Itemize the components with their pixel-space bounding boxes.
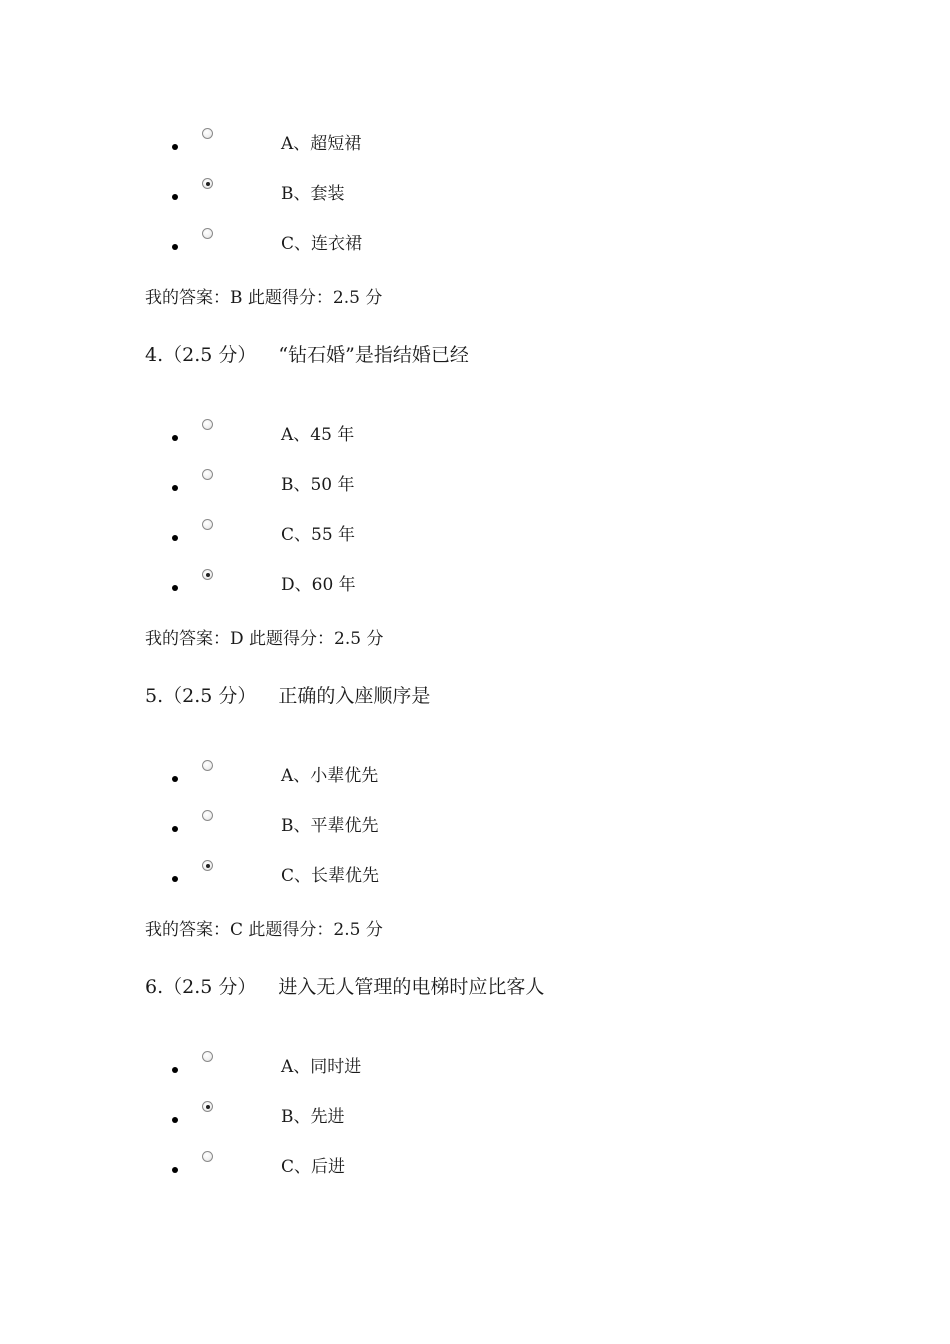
q5-title [145, 684, 430, 708]
radio-button[interactable] [202, 228, 213, 239]
radio-button[interactable] [202, 1051, 213, 1062]
q6-title [145, 975, 544, 999]
q5-answer: 我的答案：C 此题得分：2.5 分 [145, 920, 383, 940]
radio-button[interactable] [202, 469, 213, 480]
q5-option-a[interactable] [0, 760, 950, 790]
radio-button-selected[interactable] [202, 1101, 213, 1112]
bullet [172, 144, 178, 150]
bullet [172, 876, 178, 882]
option-label: C、55 年 [281, 525, 356, 545]
q6-option-b[interactable] [0, 1101, 950, 1131]
bullet [172, 826, 178, 832]
radio-button[interactable] [202, 760, 213, 771]
radio-button[interactable] [202, 419, 213, 430]
q4-title [145, 343, 469, 367]
q4-option-a[interactable] [0, 419, 950, 449]
q6-option-c[interactable] [0, 1151, 950, 1181]
option-label: C、连衣裙 [281, 234, 363, 254]
bullet [172, 485, 178, 491]
q3-answer: 我的答案：B 此题得分：2.5 分 [145, 288, 383, 308]
bullet [172, 585, 178, 591]
radio-button-selected[interactable] [202, 569, 213, 580]
option-label: B、套装 [281, 184, 345, 204]
option-label: B、先进 [281, 1107, 345, 1127]
bullet [172, 1067, 178, 1073]
bullet [172, 535, 178, 541]
q5-option-b[interactable] [0, 810, 950, 840]
option-label: C、后进 [281, 1157, 346, 1177]
option-label: B、平辈优先 [281, 816, 379, 836]
q4-answer: 我的答案：D 此题得分：2.5 分 [145, 629, 384, 649]
question-text: “钻石婚”是指结婚已经 [278, 344, 469, 366]
option-label: B、50 年 [281, 475, 355, 495]
radio-button-selected[interactable] [202, 860, 213, 871]
q4-option-d[interactable] [0, 569, 950, 599]
q4-option-c[interactable] [0, 519, 950, 549]
question-number: 5.（2.5 分） [145, 685, 257, 707]
q3-option-c[interactable] [0, 228, 950, 258]
question-number: 6.（2.5 分） [145, 976, 257, 998]
option-label: A、45 年 [281, 425, 355, 445]
bullet [172, 435, 178, 441]
radio-button[interactable] [202, 128, 213, 139]
bullet [172, 244, 178, 250]
question-text: 进入无人管理的电梯时应比客人 [278, 976, 545, 998]
q6-option-a[interactable] [0, 1051, 950, 1081]
question-number: 4.（2.5 分） [145, 344, 257, 366]
bullet [172, 1167, 178, 1173]
radio-button-selected[interactable] [202, 178, 213, 189]
bullet [172, 194, 178, 200]
q3-option-a[interactable] [0, 128, 950, 158]
radio-button[interactable] [202, 519, 213, 530]
q3-option-b[interactable] [0, 178, 950, 208]
q5-option-c[interactable] [0, 860, 950, 890]
option-label: C、长辈优先 [281, 866, 380, 886]
option-label: A、同时进 [281, 1057, 362, 1077]
radio-button[interactable] [202, 810, 213, 821]
question-text: 正确的入座顺序是 [278, 685, 431, 707]
bullet [172, 776, 178, 782]
q4-option-b[interactable] [0, 469, 950, 499]
radio-button[interactable] [202, 1151, 213, 1162]
bullet [172, 1117, 178, 1123]
option-label: A、小辈优先 [281, 766, 379, 786]
option-label: D、60 年 [281, 575, 356, 595]
option-label: A、超短裙 [281, 134, 362, 154]
